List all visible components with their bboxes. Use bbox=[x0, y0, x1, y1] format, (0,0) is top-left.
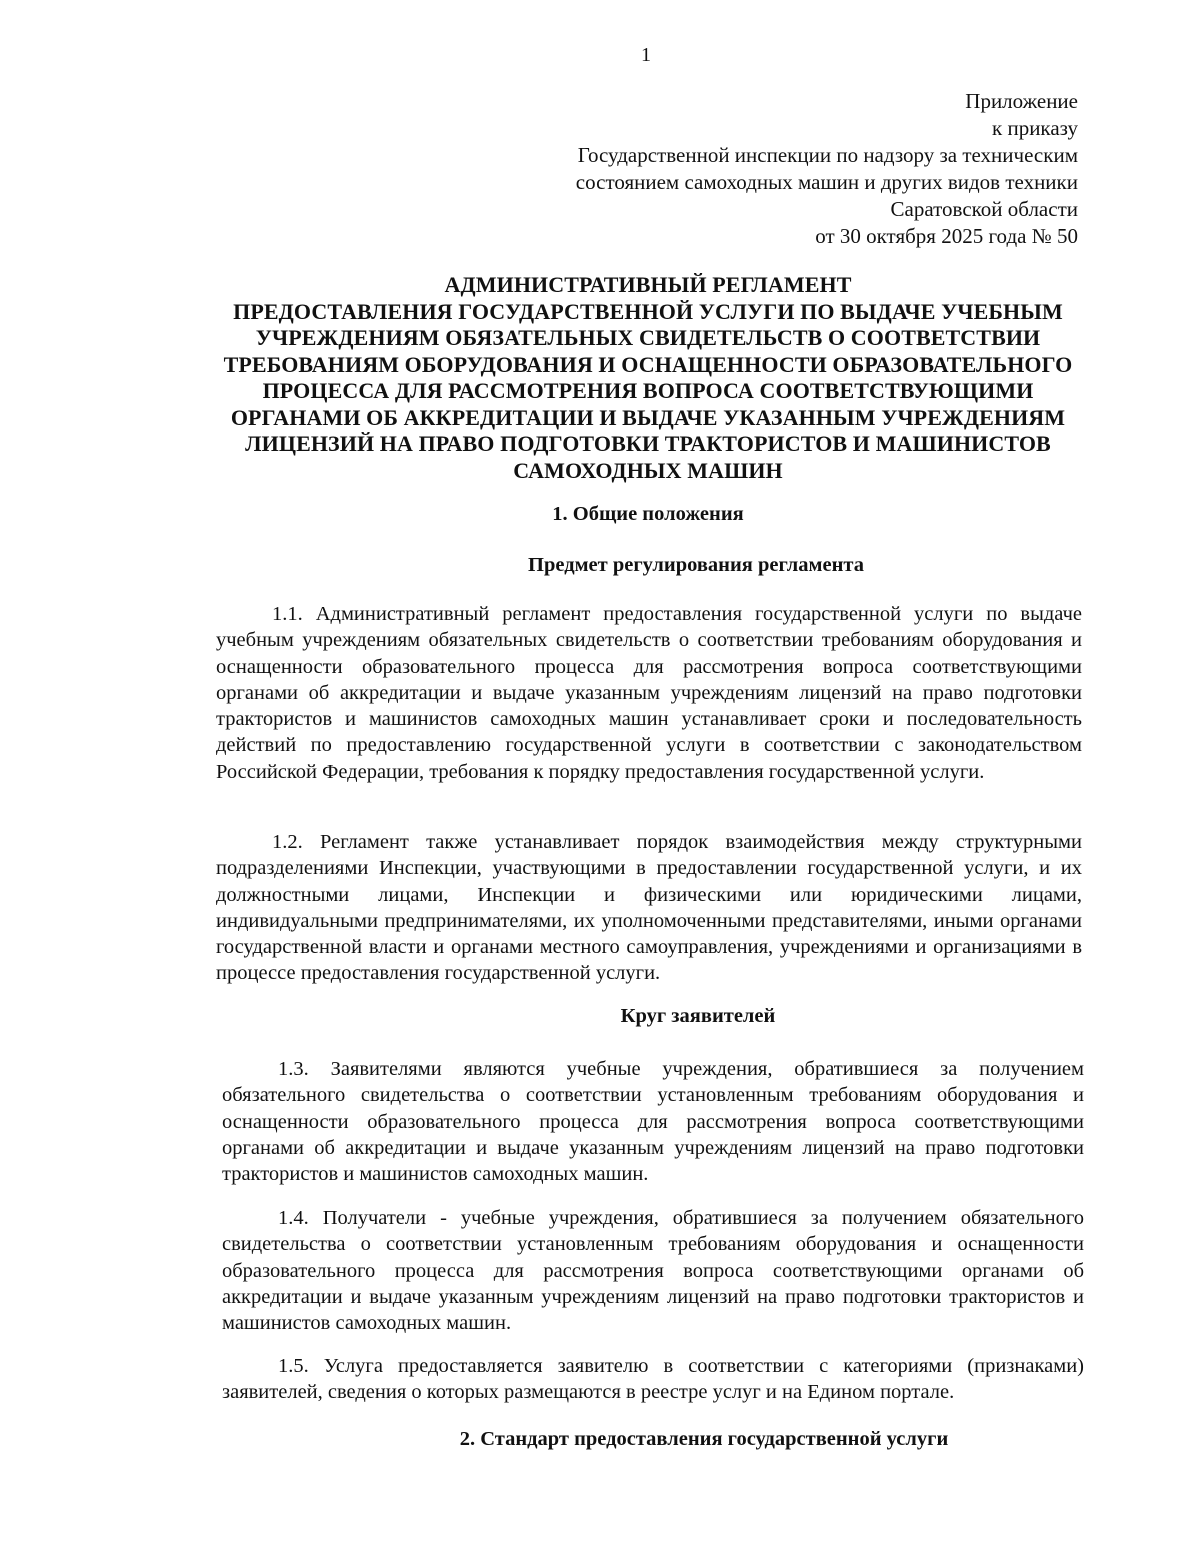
approval-line: от 30 октября 2025 года № 50 bbox=[815, 224, 1078, 248]
paragraph-1-5: 1.5. Услуга предоставляется заявителю в соответствии с категориями (признаками) заявителей, сведения о которых размещаются в реестре услуг и на Едином портале. bbox=[222, 1355, 1084, 1404]
subsection-heading-applicants: Круг заявителей bbox=[620, 1005, 776, 1027]
approval-line: Государственной инспекции по надзору за техническим bbox=[577, 143, 1078, 167]
paragraph-1-2: 1.2. Регламент также устанавливает порядок взаимодействия между структурными подразделениями Инспекции, участвующими в предоставлении государственной услуги, и их должностными лицами, Инспекции и физическими или юридическими лицами, индивидуальными предпринимателями, их уполномоченными представителями, иными органами государственной власти и органами местного самоуправления, учреждениями и организациями в процессе предоставления государственной услуги. bbox=[216, 831, 1082, 985]
title-line: ЛИЦЕНЗИЙ НА ПРАВО ПОДГОТОВКИ ТРАКТОРИСТОВ И МАШИНИСТОВ bbox=[245, 431, 1051, 456]
approval-line: Приложение bbox=[965, 89, 1078, 113]
title-line: ТРЕБОВАНИЯМ ОБОРУДОВАНИЯ И ОСНАЩЕННОСТИ ОБРАЗОВАТЕЛЬНОГО bbox=[223, 351, 1073, 377]
title-line: УЧРЕЖДЕНИЯМ ОБЯЗАТЕЛЬНЫХ СВИДЕТЕЛЬСТВ О СООТВЕТСТВИИ bbox=[255, 325, 1041, 350]
title-line: САМОХОДНЫХ МАШИН bbox=[513, 457, 783, 483]
approval-block bbox=[576, 88, 1078, 250]
title-line: ПРОЦЕССА ДЛЯ РАССМОТРЕНИЯ ВОПРОСА СООТВЕТСТВУЮЩИМИ bbox=[262, 378, 1034, 403]
paragraph-1-3: 1.3. Заявителями являются учебные учреждения, обратившиеся за получением обязательного свидетельства о соответствии установленным требованиям оборудования и оснащенности образовательного процесса для рассмотрения вопроса соответствующими органами об аккредитации и выдаче указанным учреждениям лицензий на право подготовки трактористов и машинистов самоходных машин. bbox=[222, 1058, 1084, 1186]
approval-line: Саратовской области bbox=[890, 197, 1078, 221]
title-line: ОРГАНАМИ ОБ АККРЕДИТАЦИИ И ВЫДАЧЕ УКАЗАННЫМ УЧРЕЖДЕНИЯМ bbox=[230, 404, 1066, 430]
paragraph-1-1: 1.1. Административный регламент предоставления государственной услуги по выдаче учебным учреждениям обязательных свидетельств о соответствии требованиям оборудования и оснащенности образовательного процесса для рассмотрения вопроса соответствующими органами об аккредитации и выдаче указанным учреждениям лицензий на право подготовки трактористов и машинистов самоходных машин устанавливает сроки и последовательность действий по предоставлению государственной услуги в соответствии с законодательством Российской Федерации, требования к порядку предоставления государственной услуги. bbox=[216, 603, 1082, 783]
approval-line: к приказу bbox=[992, 116, 1078, 140]
document-title bbox=[200, 272, 1096, 484]
section-heading-standard: 2. Стандарт предоставления государственной услуги bbox=[459, 1428, 949, 1450]
paragraph-1-4: 1.4. Получатели - учебные учреждения, обратившиеся за получением обязательного свидетельства о соответствии установленным требованиям оборудования и оснащенности образовательного процесса для рассмотрения вопроса соответствующими органами об аккредитации и выдаче указанным учреждениям лицензий на право подготовки трактористов и машинистов самоходных машин. bbox=[222, 1207, 1084, 1335]
title-line: ПРЕДОСТАВЛЕНИЯ ГОСУДАРСТВЕННОЙ УСЛУГИ ПО ВЫДАЧЕ УЧЕБНЫМ bbox=[233, 298, 1063, 324]
page-number: 1 bbox=[641, 44, 651, 66]
subsection-heading-subject: Предмет регулирования регламента bbox=[528, 554, 864, 576]
approval-line: состоянием самоходных машин и других видов техники bbox=[575, 170, 1078, 194]
section-heading-general: 1. Общие положения bbox=[552, 503, 744, 525]
title-line: АДМИНИСТРАТИВНЫЙ РЕГЛАМЕНТ bbox=[444, 272, 852, 297]
